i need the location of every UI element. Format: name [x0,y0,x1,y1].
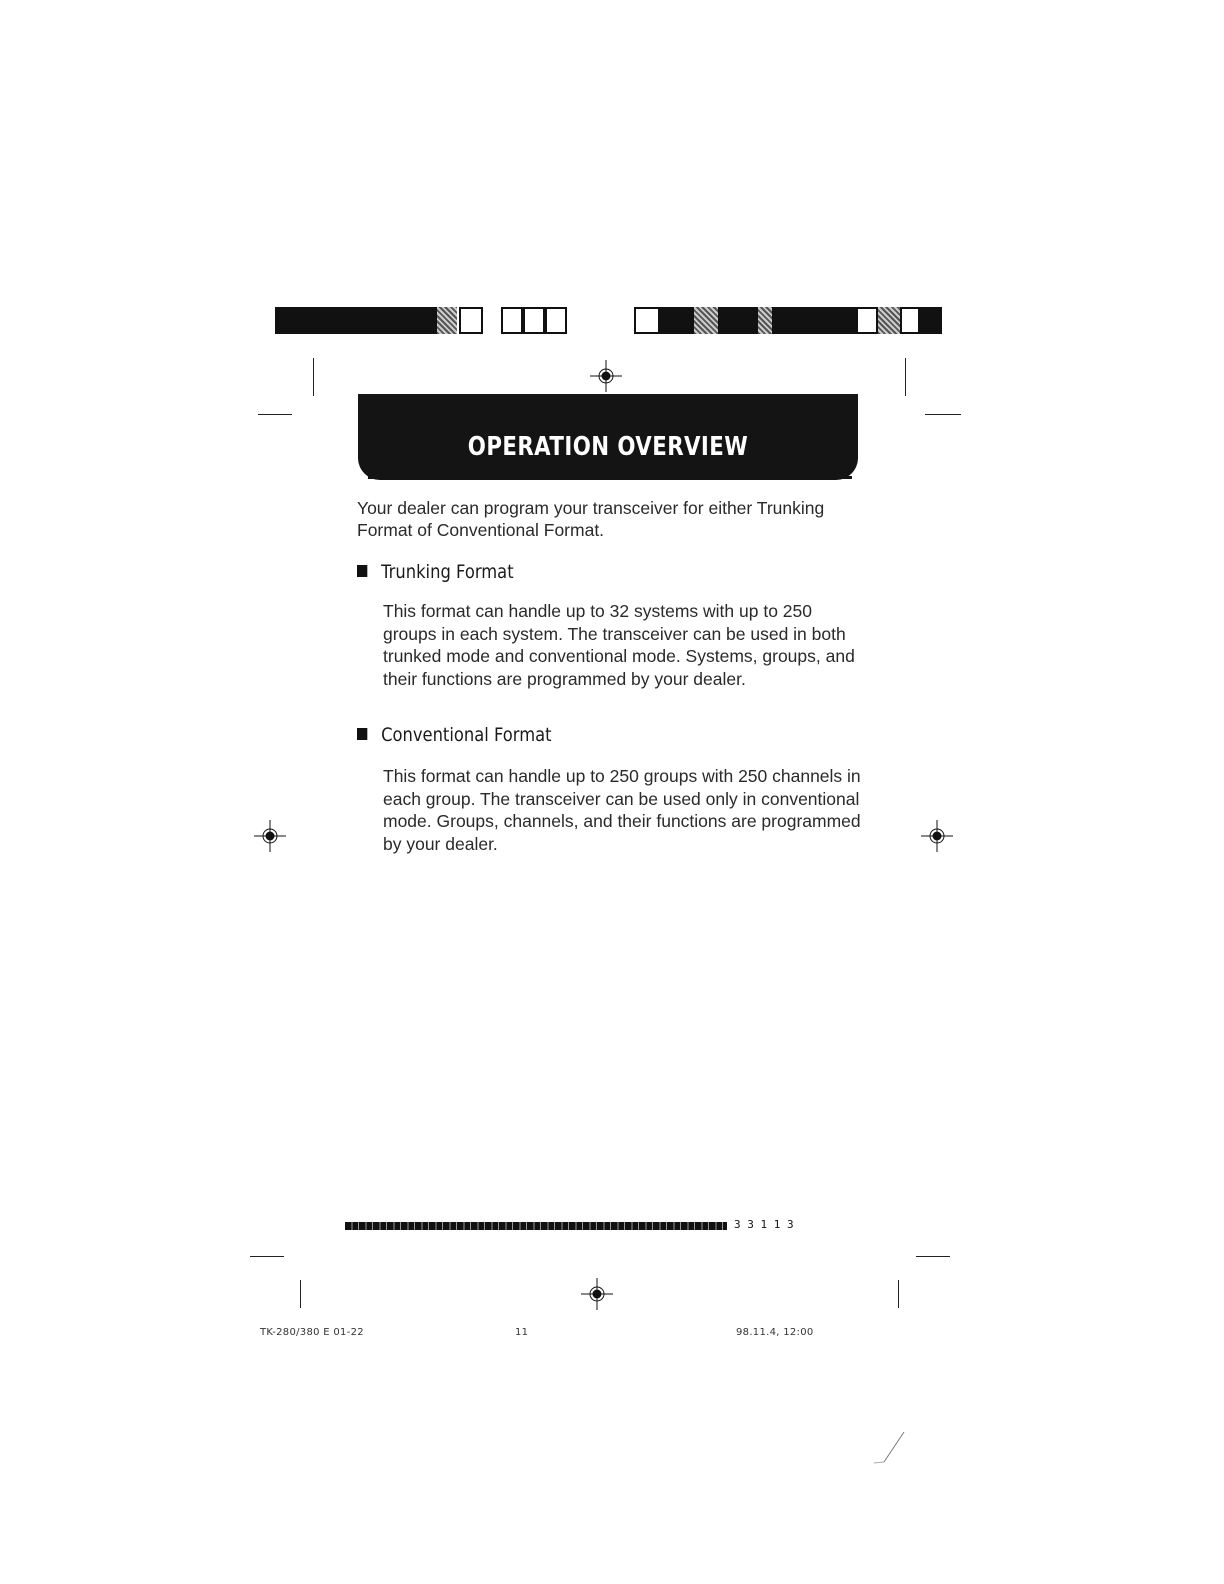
section-heading-text: Trunking Format [381,561,514,583]
square-bullet-icon [357,728,367,740]
bottom-registration-bar [345,1222,727,1230]
registration-mark-icon [250,816,290,856]
trim-mark [898,1280,899,1308]
registration-mark-icon [577,1274,617,1314]
trim-mark [313,358,314,396]
title-underline [368,476,852,479]
footer-date: 98.11.4, 12:00 [736,1327,814,1338]
section-body: This format can handle up to 32 systems with up to 250 groups in each system. The transceiver can be used in both trunked mode and conventional mode. Systems, groups, and their functions are programmed by your dealer. [383,601,855,689]
section-heading [357,561,514,583]
trim-mark [258,414,292,415]
footer-file-name: TK-280/380 E 01-22 [260,1327,364,1338]
trim-mark [905,358,906,396]
bottom-registration-marks: 3 3 1 1 3 [734,1218,794,1231]
section-heading [357,724,552,746]
section-body: This format can handle up to 250 groups with 250 channels in each group. The transceiver can be used only in conventional mode. Groups, channels, and their functions are programmed by your dealer. [383,766,861,854]
color-registration-strip-right [634,307,942,334]
trim-mark [925,414,961,415]
trim-mark [300,1280,301,1308]
color-registration-strip-left [275,307,578,334]
pen-mark [870,1428,910,1468]
registration-mark-icon [917,816,957,856]
title-banner [358,394,858,480]
square-bullet-icon [357,565,367,577]
footer-page-number: 11 [515,1327,529,1338]
trim-mark [916,1256,950,1257]
section-heading-text: Conventional Format [381,724,552,746]
trim-mark [250,1256,284,1257]
registration-mark-icon [586,356,626,396]
page-title: OPERATION OVERVIEW [467,432,749,462]
intro-paragraph: Your dealer can program your transceiver for either Trunking Format of Conventional Format. [357,498,825,540]
